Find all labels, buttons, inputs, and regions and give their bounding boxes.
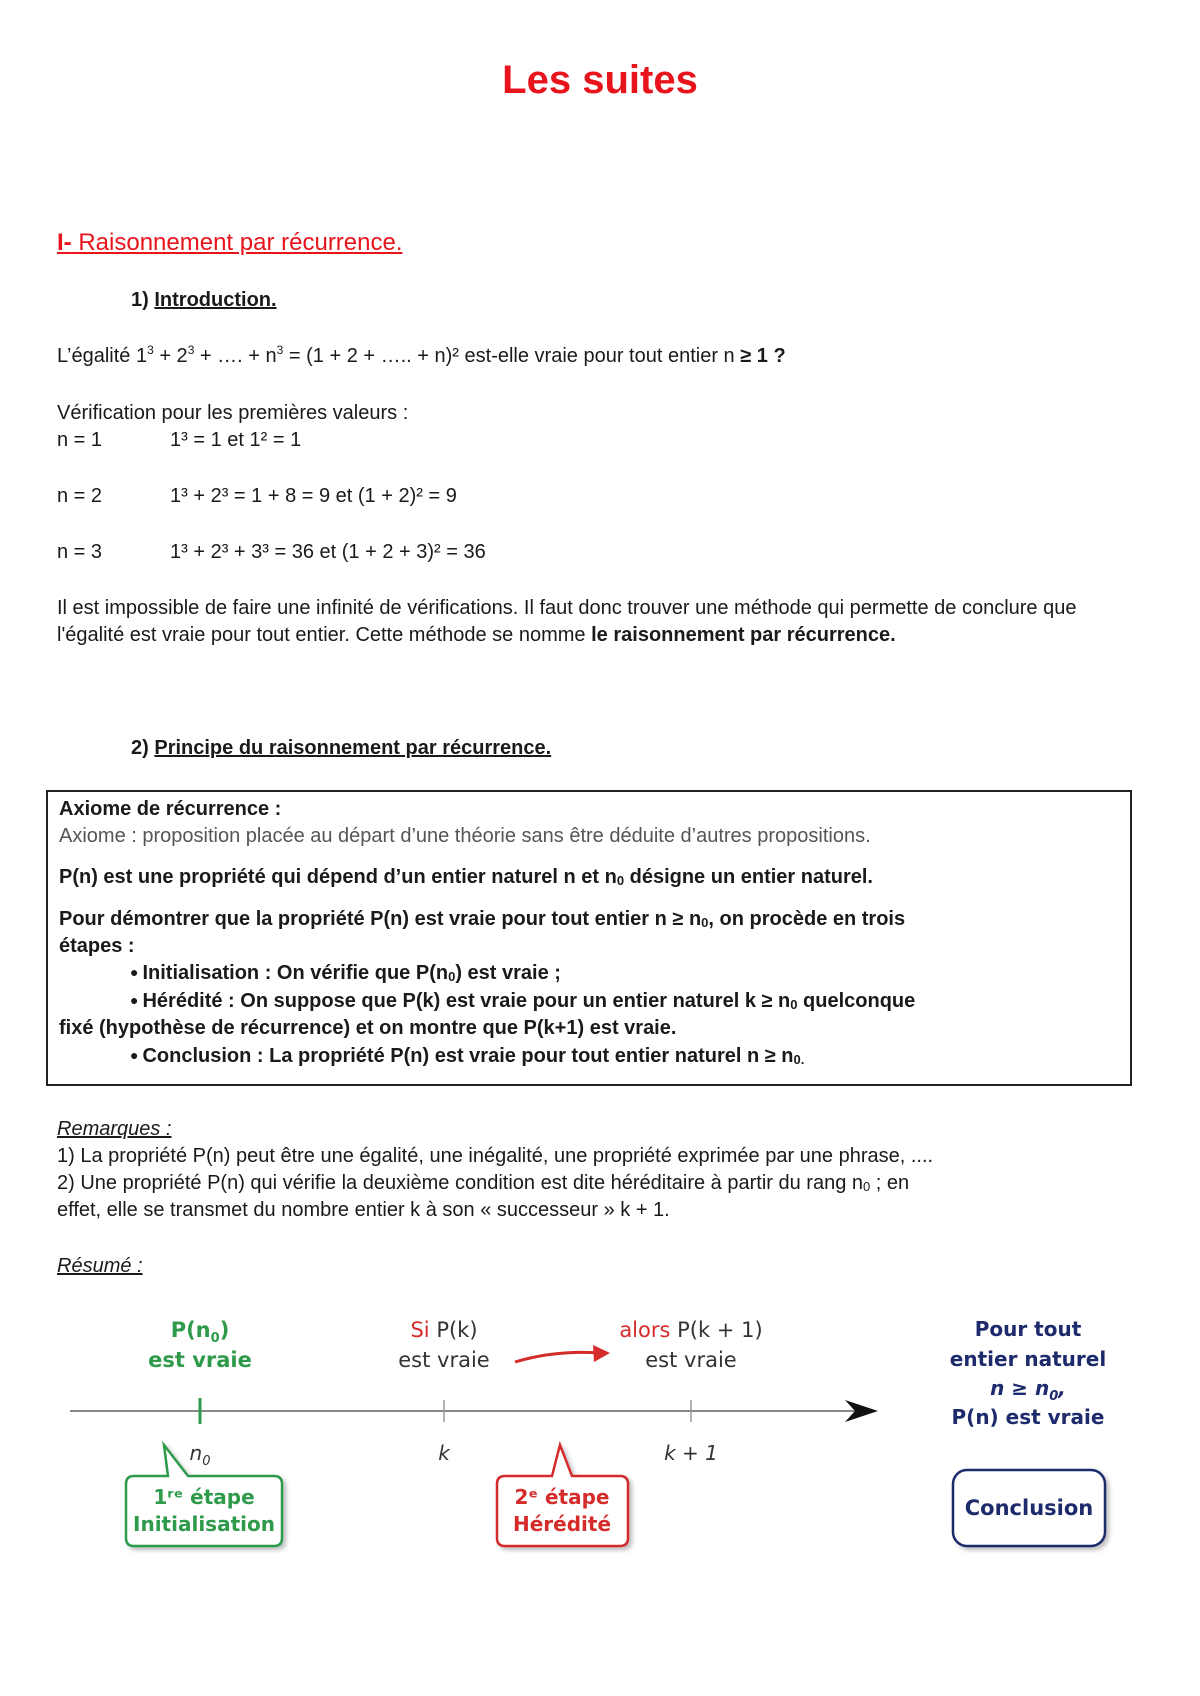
si-est-vraie: est vraie: [398, 1348, 490, 1372]
summary-label: Résumé :: [57, 1255, 143, 1277]
subsection-number: 2): [131, 737, 149, 759]
section-heading: [57, 229, 403, 257]
step-conclusion: ● Conclusion : La propriété P(n) est vraie pour tout entier naturel $n \ge n_{0.}$: [130, 1045, 805, 1067]
step1-line1: 1ʳᵉ étape: [153, 1485, 255, 1509]
method-statement-cont: étapes :: [59, 935, 135, 957]
remark-2-cont: effet, elle se transmet du nombre entier k à son « successeur » k + 1.: [57, 1199, 670, 1221]
verification-row-1: n = 1 1³ = 1 et 1² = 1: [57, 429, 302, 451]
axiom-definition: Axiome : proposition placée au départ d’une théorie sans être déduite d’autres propositions.: [59, 825, 871, 847]
intro-question: L’égalité $1^3 + 2^3$ + …. + $n^3 = (1 + 2$ + ….. + n)² est-elle vraie pour tout entier n ≥ 1 ?: [57, 343, 786, 367]
tick-label-k1: k + 1: [664, 1441, 718, 1465]
intro-conclusion: Il est impossible de faire une infinité de vérifications. Il faut donc trouver une méthode qui permette de conclure que l'égalité est vraie pour tout entier. Cette méthode se nomme le raisonnement par récurrence.: [57, 597, 1077, 646]
remarks-label: Remarques :: [57, 1118, 172, 1140]
method-statement: Pour démontrer que la propriété P(n) est vraie pour tout entier $n \ge n_0$, on procède en trois: [59, 908, 906, 930]
bullet-icon: ●: [130, 964, 139, 980]
subsection-number: 1): [131, 289, 149, 311]
subsection-principle-heading: [131, 737, 551, 760]
tick-label-k: k: [438, 1441, 450, 1465]
page-title: Les suites: [502, 58, 698, 102]
subsection-title: Principe du raisonnement par récurrence.: [154, 737, 552, 759]
verification-label: Vérification pour les premières valeurs :: [57, 402, 409, 424]
recurrence-diagram: [60, 1300, 1120, 1560]
step1-line2: Initialisation: [133, 1512, 275, 1536]
bullet-icon: ●: [130, 1047, 139, 1063]
subsection-intro-heading: [131, 289, 277, 312]
axiom-box: [46, 790, 1132, 1086]
tick-label-n0: $n_0$: [189, 1441, 211, 1469]
p-n0-label: $P(n_0)$: [170, 1318, 230, 1346]
pour-tout-line3: $n \ge n_0$,: [990, 1376, 1066, 1404]
axiom-title: Axiome de récurrence :: [59, 798, 282, 820]
step-initialisation: ● Initialisation : On vérifie que $P(n_0)$ est vraie ;: [130, 962, 561, 984]
section-label: Raisonnement par récurrence.: [78, 229, 403, 256]
step2-line1: 2ᵉ étape: [514, 1485, 610, 1509]
property-definition: P(n) est une propriété qui dépend d’un entier naturel n et $n_0$ désigne un entier naturel.: [59, 866, 873, 888]
verification-row-2: n = 2 1³ + 2³ = 1 + 8 = 9 et (1 + 2)² = 9: [57, 485, 457, 507]
p-n0-est-vraie: est vraie: [148, 1348, 252, 1372]
step-heredite: ● Hérédité : On suppose que P(k) est vraie pour un entier naturel $k \ge n_0$ quelconque: [130, 990, 916, 1012]
verification-row-3: n = 3 1³ + 2³ + 3³ = 36 et (1 + 2 + 3)² = 36: [57, 541, 486, 563]
si-pk-label: Si P(k): [410, 1318, 478, 1342]
section-number: I-: [57, 229, 72, 256]
conclusion-label: Conclusion: [964, 1496, 1094, 1520]
remark-2: 2) Une propriété P(n) qui vérifie la deuxième condition est dite héréditaire à partir du rang $n_0$ ; en: [57, 1172, 910, 1194]
pour-tout-line4: P(n) est vraie: [951, 1405, 1105, 1429]
pour-tout-line2: entier naturel: [949, 1347, 1107, 1371]
remark-1: 1) La propriété P(n) peut être une égalité, une inégalité, une propriété exprimée par une phrase, ....: [57, 1145, 934, 1167]
alors-pk1-label: alors P(k + 1): [619, 1318, 763, 1342]
bullet-icon: ●: [130, 992, 139, 1008]
subsection-title: Introduction.: [154, 289, 277, 311]
alors-est-vraie: est vraie: [645, 1348, 737, 1372]
step-heredite-cont: fixé (hypothèse de récurrence) et on montre que P(k+1) est vraie.: [59, 1017, 677, 1039]
pour-tout-line1: Pour tout: [974, 1317, 1082, 1341]
heredite-arrow: [515, 1352, 600, 1362]
heredite-arrowhead-icon: [593, 1345, 610, 1362]
step2-line2: Hérédité: [512, 1512, 612, 1536]
